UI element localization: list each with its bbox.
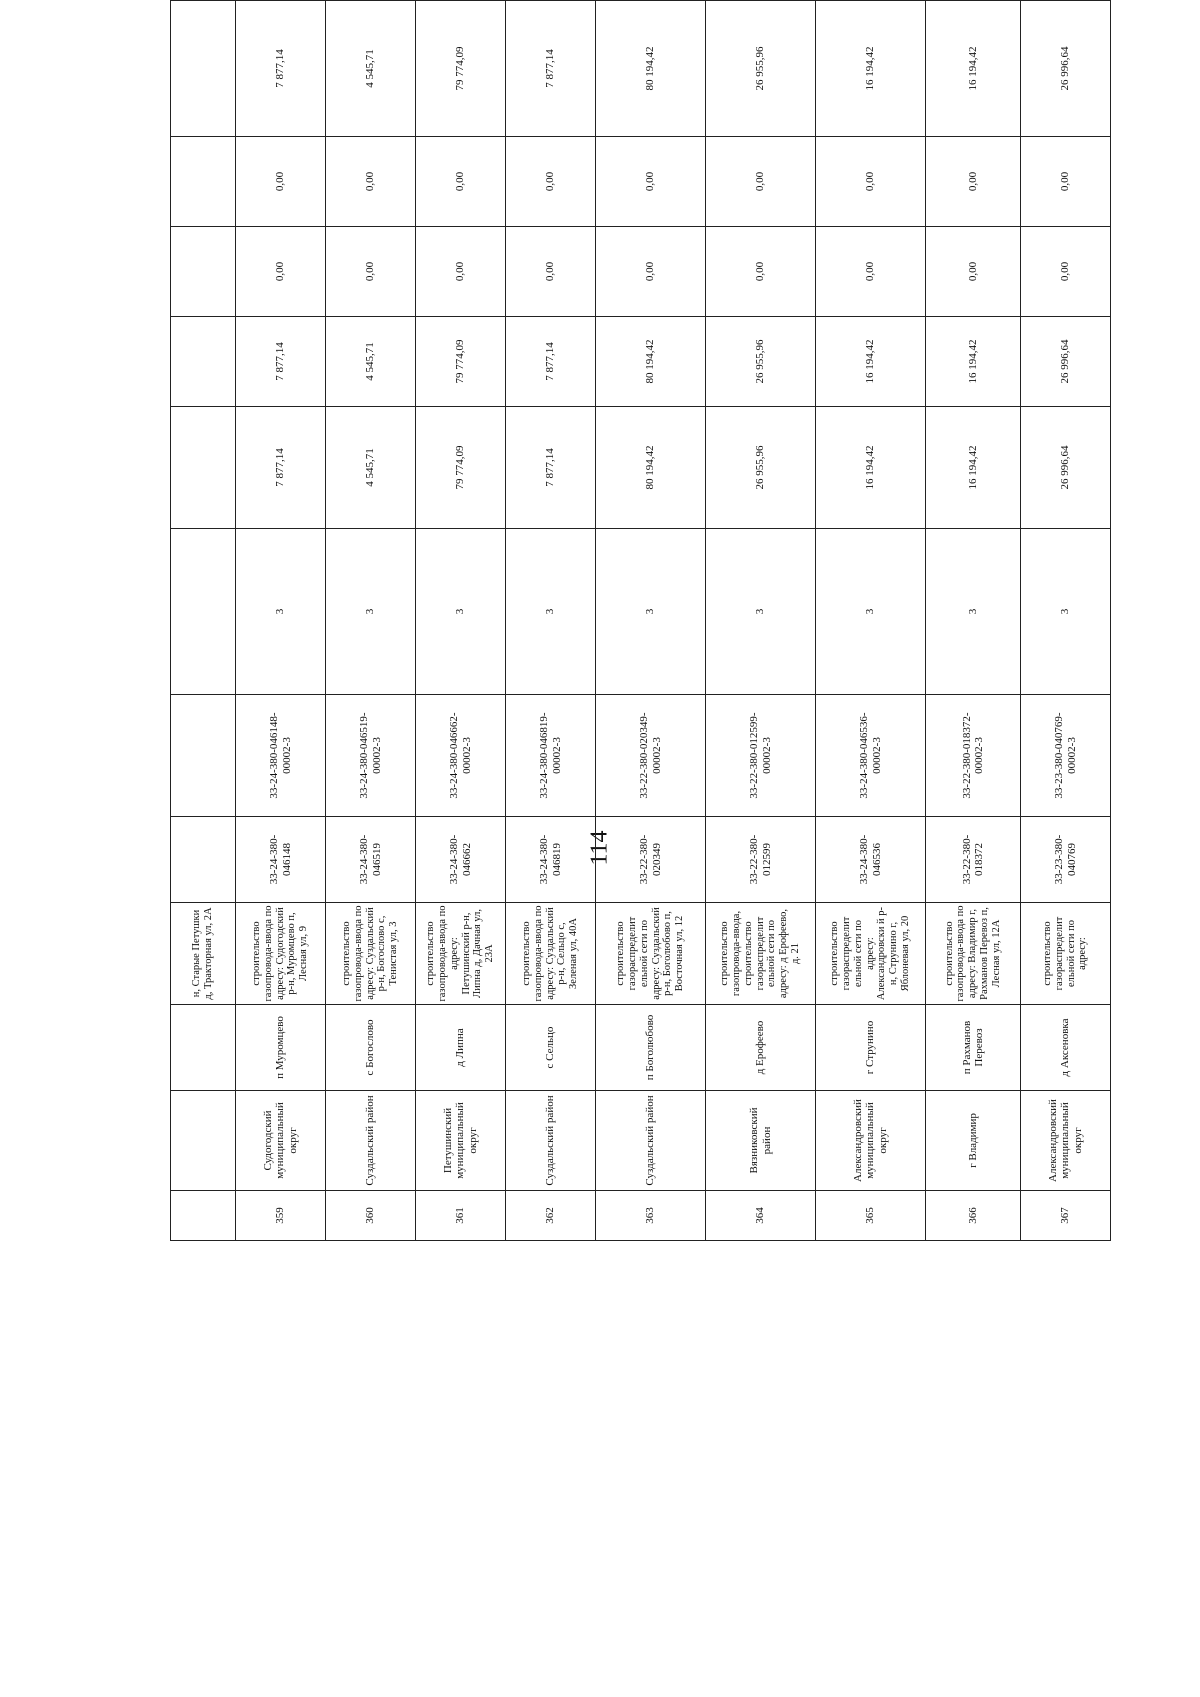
table-row [416,0,506,1241]
value-1-cell: 26 955,96 [706,407,816,529]
stage-cell: 3 [596,529,706,695]
municipality-cell: Петушинский муниципальный округ [416,1091,506,1191]
row-number: 366 [926,1191,1021,1241]
description-cell: строительство газораспределит ельной сети по адресу: Суздальский р-н, Боголюбово п, Восточная ул, 12 [596,903,706,1005]
code-short-cell: 33-22-380-018372 [926,817,1021,903]
value-1-cell: 16 194,42 [926,407,1021,529]
value-5-cell: 16 194,42 [926,1,1021,137]
value-5-cell: 26 955,96 [706,1,816,137]
value-3-cell: 0,00 [1021,227,1111,317]
value-3-cell: 0,00 [816,227,926,317]
description-cell: н, Старые Петушки д, Тракторная ул, 2А [171,903,236,1005]
value-4-cell: 0,00 [416,137,506,227]
value-2-cell: 26 996,64 [1021,317,1111,407]
value-5-cell: 7 877,14 [236,1,326,137]
row-number [171,1191,236,1241]
municipality-cell: Суздальский район [596,1091,706,1191]
municipality-cell: Вязниковский район [706,1091,816,1191]
code-short-cell: 33-24-380-046148 [236,817,326,903]
code-short-cell: 33-22-380-020349 [596,817,706,903]
stage-cell: 3 [236,529,326,695]
code-full-cell: 33-22-380-012599-00002-3 [706,695,816,817]
value-5-cell: 4 545,71 [326,1,416,137]
code-short-cell: 33-24-380-046819 [506,817,596,903]
code-full-cell: 33-24-380-046819-00002-3 [506,695,596,817]
municipality-cell: Александровский муниципальный округ [816,1091,926,1191]
description-cell: строительство газопровода-ввода по адресу: Петушинский р-н, Липна д, Дачная ул, 23А [416,903,506,1005]
code-short-cell: 33-24-380-046519 [326,817,416,903]
municipality-cell [171,1091,236,1191]
value-6-cell [596,0,706,1]
value-3-cell [171,227,236,317]
value-6-cell [171,0,236,1]
settlement-cell: д Липна [416,1005,506,1091]
row-number: 364 [706,1191,816,1241]
value-3-cell: 0,00 [326,227,416,317]
municipality-cell: Александровский муниципальный округ [1021,1091,1111,1191]
table-row [506,0,596,1241]
value-1-cell: 26 996,64 [1021,407,1111,529]
description-cell: строительство газопровода-ввода по адресу: Владимир г, Рахманов Перевоз п, Лесная ул, 12А [926,903,1021,1005]
stage-cell: 3 [416,529,506,695]
table-row-continuation [171,0,236,1241]
code-full-cell: 33-24-380-046519-00002-3 [326,695,416,817]
value-1-cell: 4 545,71 [326,407,416,529]
value-6-cell [816,0,926,1]
value-1-cell: 79 774,09 [416,407,506,529]
row-number: 365 [816,1191,926,1241]
value-6-cell [506,0,596,1]
row-number: 362 [506,1191,596,1241]
settlement-cell: с Богослово [326,1005,416,1091]
code-full-cell: 33-24-380-046536-00002-3 [816,695,926,817]
value-3-cell: 0,00 [506,227,596,317]
row-number: 363 [596,1191,706,1241]
value-5-cell: 26 996,64 [1021,1,1111,137]
value-2-cell: 4 545,71 [326,317,416,407]
municipality-cell: Суздальский район [506,1091,596,1191]
stage-cell: 3 [1021,529,1111,695]
code-full-cell: 33-22-380-020349-00002-3 [596,695,706,817]
value-1-cell: 80 194,42 [596,407,706,529]
table-row [1021,0,1111,1241]
stage-cell: 3 [926,529,1021,695]
settlement-cell: д Аксеновка [1021,1005,1111,1091]
value-3-cell: 0,00 [706,227,816,317]
stage-cell [171,529,236,695]
code-short-cell [171,817,236,903]
value-4-cell: 0,00 [596,137,706,227]
row-number: 367 [1021,1191,1111,1241]
value-5-cell: 7 877,14 [506,1,596,137]
value-2-cell: 79 774,09 [416,317,506,407]
settlement-cell: п Рахманов Перевоз [926,1005,1021,1091]
description-cell: строительство газопровода-ввода по адресу: Судогодский р-н, Муромцево п, Лесная ул, 9 [236,903,326,1005]
stage-cell: 3 [326,529,416,695]
stage-cell: 3 [506,529,596,695]
value-2-cell [171,317,236,407]
table-row [926,0,1021,1241]
value-2-cell: 16 194,42 [926,317,1021,407]
code-full-cell: 33-23-380-040769-00002-3 [1021,695,1111,817]
settlement-cell: п Муромцево [236,1005,326,1091]
settlement-cell: г Струнино [816,1005,926,1091]
value-4-cell: 0,00 [326,137,416,227]
code-full-cell: 33-24-380-046148-00002-3 [236,695,326,817]
value-1-cell [171,407,236,529]
value-4-cell: 0,00 [1021,137,1111,227]
code-short-cell: 33-24-380-046536 [816,817,926,903]
description-cell: строительство газопровода-ввода по адресу: Суздальский р-н, Сельцо с, Зеленая ул, 40А [506,903,596,1005]
settlement-cell: д Ерофеево [706,1005,816,1091]
value-6-cell [1021,0,1111,1]
code-short-cell: 33-23-380-040769 [1021,817,1111,903]
value-6-cell [416,0,506,1]
value-4-cell [171,137,236,227]
value-4-cell: 0,00 [926,137,1021,227]
value-5-cell: 16 194,42 [816,1,926,137]
registry-table [170,0,1111,1241]
value-2-cell: 16 194,42 [816,317,926,407]
code-full-cell: 33-24-380-046662-00002-3 [416,695,506,817]
value-2-cell: 7 877,14 [506,317,596,407]
page-number: 114 [586,830,613,866]
municipality-cell: Судогодский муниципальный округ [236,1091,326,1191]
row-number: 359 [236,1191,326,1241]
value-4-cell: 0,00 [706,137,816,227]
value-4-cell: 0,00 [506,137,596,227]
table-container [170,0,1111,1241]
description-cell: строительство газопровода-ввода по адресу: Суздальский р-н, Богослово с, Тенистая ул, 3 [326,903,416,1005]
value-4-cell: 0,00 [236,137,326,227]
value-3-cell: 0,00 [926,227,1021,317]
value-5-cell: 79 774,09 [416,1,506,137]
value-4-cell: 0,00 [816,137,926,227]
value-6-cell [236,0,326,1]
municipality-cell: Суздальский район [326,1091,416,1191]
settlement-cell: с Сельцо [506,1005,596,1091]
value-6-cell [706,0,816,1]
table-row [326,0,416,1241]
row-number: 361 [416,1191,506,1241]
value-3-cell: 0,00 [416,227,506,317]
value-5-cell: 80 194,42 [596,1,706,137]
value-1-cell: 7 877,14 [236,407,326,529]
table-row [236,0,326,1241]
description-cell: строительство газораспределит ельной сети по адресу: Александровски й р-н, Струнино г, Яблоневая ул, 20 [816,903,926,1005]
table-row [596,0,706,1241]
code-full-cell [171,695,236,817]
code-short-cell: 33-24-380-046662 [416,817,506,903]
value-5-cell [171,1,236,137]
value-2-cell: 7 877,14 [236,317,326,407]
value-2-cell: 26 955,96 [706,317,816,407]
stage-cell: 3 [706,529,816,695]
value-6-cell [926,0,1021,1]
value-6-cell [326,0,416,1]
description-cell: строительство газопровода-ввода, строительство газораспределит ельной сети по адресу: д Ерофеево, д. 21 [706,903,816,1005]
value-2-cell: 80 194,42 [596,317,706,407]
settlement-cell: п Боголюбово [596,1005,706,1091]
table-row [706,0,816,1241]
value-3-cell: 0,00 [596,227,706,317]
value-1-cell: 7 877,14 [506,407,596,529]
code-short-cell: 33-22-380-012599 [706,817,816,903]
municipality-cell: г Владимир [926,1091,1021,1191]
stage-cell: 3 [816,529,926,695]
description-cell: строительство газораспределит ельной сети по адресу: [1021,903,1111,1005]
row-number: 360 [326,1191,416,1241]
value-3-cell: 0,00 [236,227,326,317]
value-1-cell: 16 194,42 [816,407,926,529]
settlement-cell [171,1005,236,1091]
table-row [816,0,926,1241]
code-full-cell: 33-22-380-018372-00002-3 [926,695,1021,817]
